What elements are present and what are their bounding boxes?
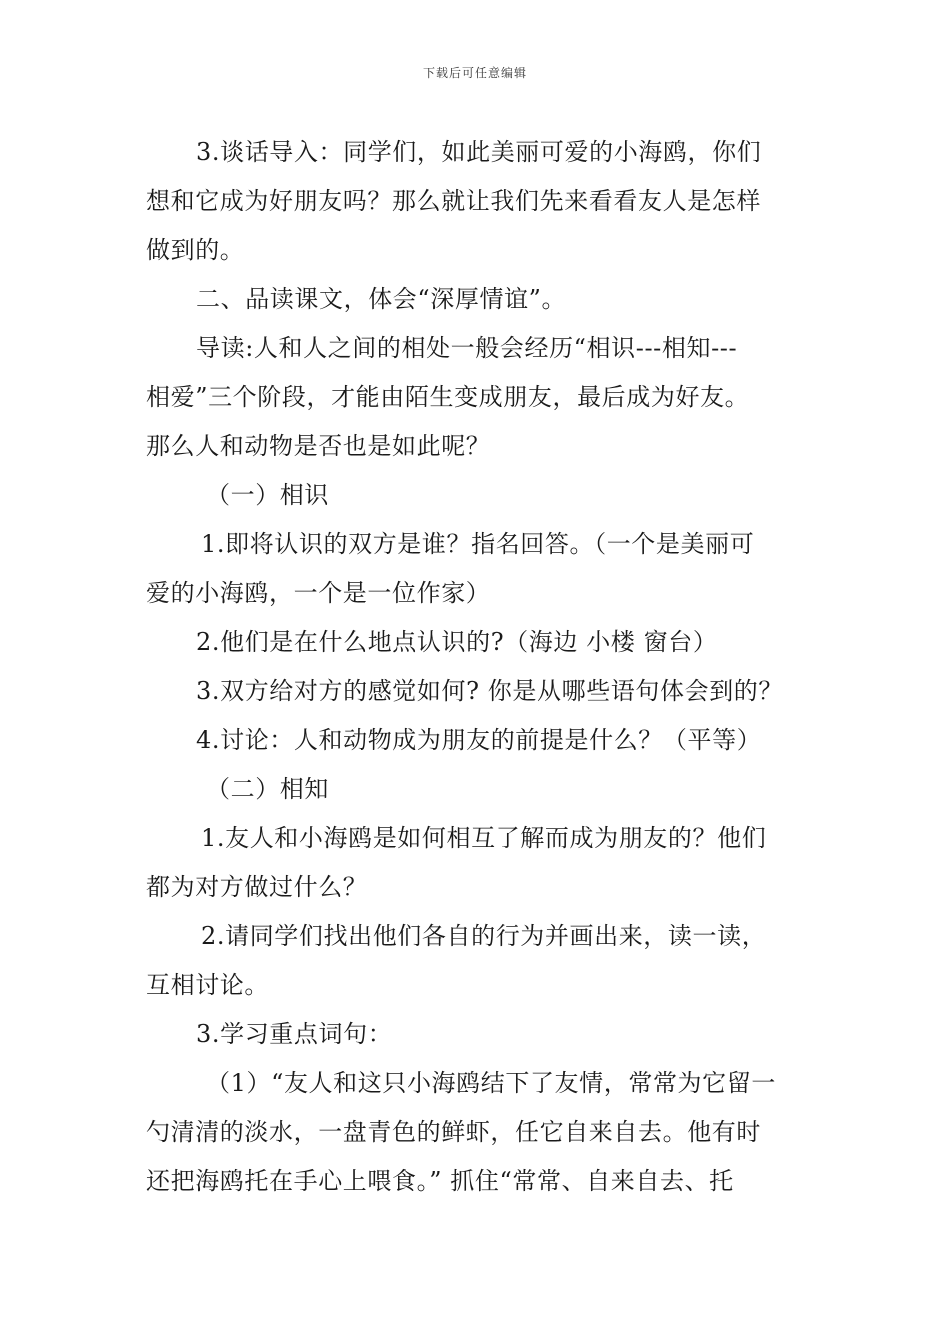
paragraph-line: 3.双方给对方的感觉如何? 你是从哪些语句体会到的？ [196, 677, 783, 705]
paragraph-line: 都为对方做过什么？ [146, 873, 368, 901]
page-header: 下载后可任意编辑 [422, 66, 527, 80]
paragraph-line: 2.他们是在什么地点认识的?（海边 小楼 窗台） [196, 628, 718, 656]
paragraph-line: 那么人和动物是否也是如此呢？ [146, 432, 491, 460]
section-heading: 二、品读课文，体会“深厚情谊”。 [196, 285, 567, 313]
paragraph-line: 勺清清的淡水，一盘青色的鲜虾，任它自来自去。他有时 [146, 1118, 761, 1146]
paragraph-line: 互相讨论。 [146, 971, 269, 999]
paragraph-line: （1）“友人和这只小海鸥结下了友情，常常为它留一 [206, 1069, 776, 1097]
paragraph-line: 3.谈话导入：同学们，如此美丽可爱的小海鸥，你们 [196, 138, 762, 166]
paragraph-line: 4.讨论：人和动物成为朋友的前提是什么？（平等） [196, 726, 762, 754]
paragraph-line: 想和它成为好朋友吗？那么就让我们先来看看友人是怎样 [146, 187, 761, 215]
paragraph-line: 1.友人和小海鸥是如何相互了解而成为朋友的？他们 [201, 824, 767, 852]
paragraph-line: 1.即将认识的双方是谁？指名回答。（一个是美丽可 [201, 530, 755, 558]
subsection-heading: （二）相知 [206, 775, 329, 803]
paragraph-line: 还把海鸥托在手心上喂食。” 抓住“常常、自来自去、托 [146, 1167, 734, 1195]
paragraph-line: 2.请同学们找出他们各自的行为并画出来，读一读， [201, 922, 767, 950]
document-body [146, 128, 810, 1206]
paragraph-line: 导读:人和人之间的相处一般会经历“相识---相知--- [196, 334, 738, 362]
paragraph-line: 3.学习重点词句： [196, 1020, 393, 1048]
paragraph-line: 相爱”三个阶段，才能由陌生变成朋友，最后成为好友。 [146, 383, 750, 411]
subsection-heading: （一）相识 [206, 481, 329, 509]
paragraph-line: 做到的。 [146, 236, 245, 264]
paragraph-line: 爱的小海鸥，一个是一位作家） [146, 579, 491, 607]
